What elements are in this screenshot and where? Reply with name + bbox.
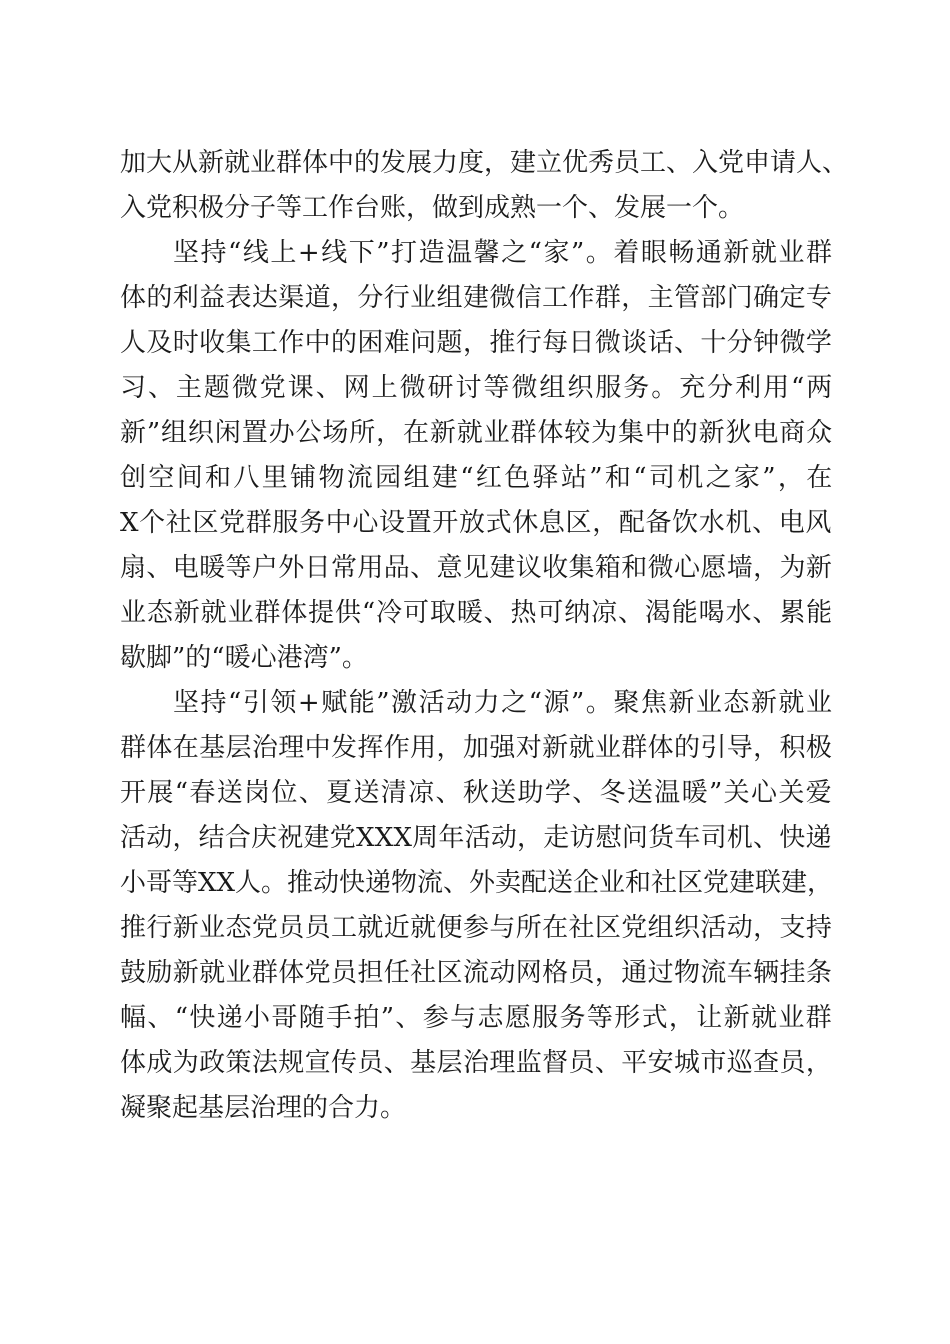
text-line: 推行新业态党员员工就近就便参与所在社区党组织活动，支持 (120, 913, 833, 943)
text-line: 入党积极分子等工作台账，做到成熟一个、发展一个。 (120, 193, 745, 223)
text-line: 活动，结合庆祝建党XXX周年活动，走访慰问货车司机、快递 (120, 823, 832, 853)
text-line: 加大从新就业群体中的发展力度，建立优秀员工、入党申请人、 (120, 148, 849, 178)
text-line: 幅、“快递小哥随手拍”、参与志愿服务等形式，让新就业群 (120, 1003, 834, 1033)
text-line: X个社区党群服务中心设置开放式休息区，配备饮水机、电风 (120, 508, 833, 538)
text-line: 扇、电暖等户外日常用品、意见建议收集箱和微心愿墙，为新 (120, 553, 833, 583)
paragraph-first-line: 坚持“线上+线下”打造温馨之“家”。着眼畅通新就业群 (173, 238, 834, 268)
text-line: 开展“春送岗位、夏送清凉、秋送助学、冬送温暖”关心关爱 (120, 778, 834, 808)
paragraph-first-line: 坚持“引领+赋能”激活动力之“源”。聚焦新业态新就业 (173, 688, 834, 718)
text-line: 群体在基层治理中发挥作用，加强对新就业群体的引导，积极 (120, 733, 833, 763)
text-line: 创空间和八里铺物流园组建“红色驿站”和“司机之家”，在 (120, 463, 835, 493)
text-line: 体成为政策法规宣传员、基层治理监督员、平安城市巡查员， (120, 1048, 833, 1078)
text-line: 凝聚起基层治理的合力。 (120, 1093, 407, 1123)
text-line: 体的利益表达渠道，分行业组建微信工作群，主管部门确定专 (120, 283, 833, 313)
text-line: 小哥等XX人。推动快递物流、外卖配送企业和社区党建联建， (120, 868, 834, 898)
text-line: 习、主题微党课、网上微研讨等微组织服务。充分利用“两 (120, 373, 835, 403)
text-line: 业态新就业群体提供“冷可取暖、热可纳凉、渴能喝水、累能 (120, 598, 834, 628)
text-line: 歇脚”的“暖心港湾”。 (120, 643, 368, 673)
text-line: 人及时收集工作中的困难问题，推行每日微谈话、十分钟微学 (120, 328, 833, 358)
text-line: 鼓励新就业群体党员担任社区流动网格员，通过物流车辆挂条 (120, 958, 833, 988)
text-line: 新”组织闲置办公场所，在新就业群体较为集中的新狄电商众 (120, 418, 834, 448)
